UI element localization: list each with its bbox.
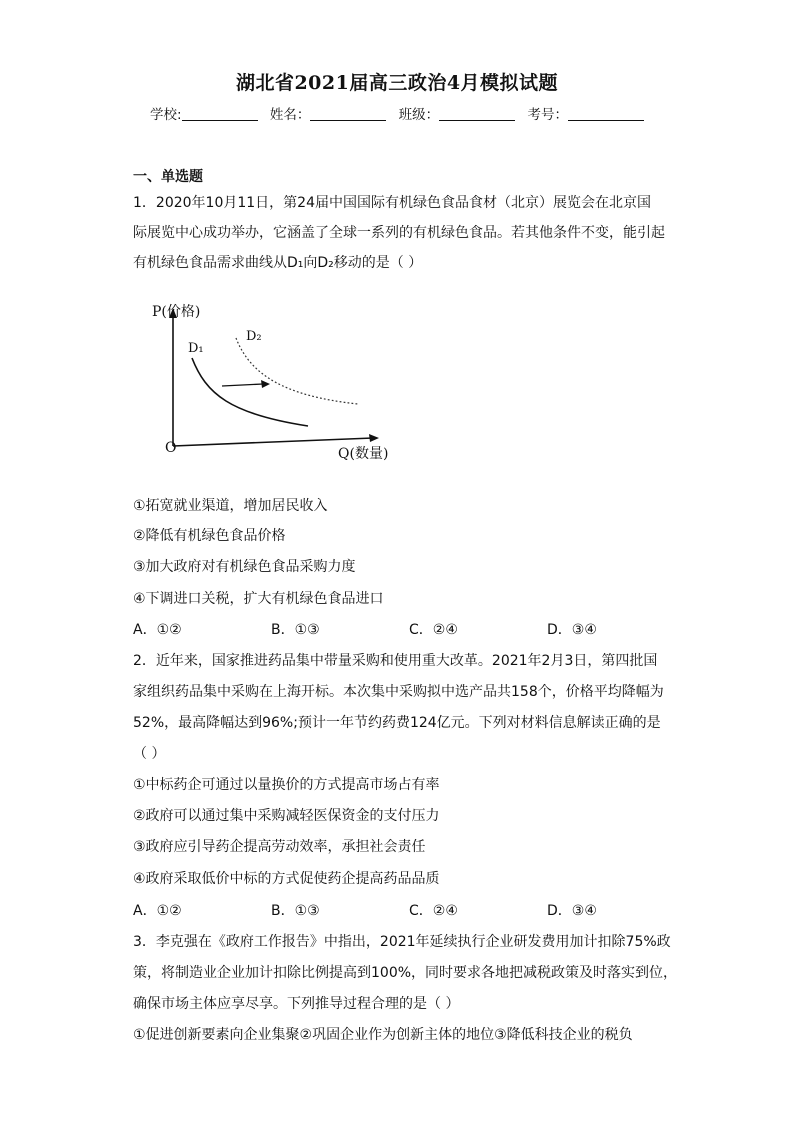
option-d[interactable]: D．③④ (547, 622, 597, 638)
q2-options (133, 900, 685, 920)
option-d[interactable]: D．③④ (547, 903, 597, 919)
q2-line: （ ） (133, 746, 166, 762)
d1-curve (192, 358, 308, 426)
class-blank (439, 107, 515, 121)
y-axis-label: P(价格) (152, 304, 201, 320)
q2-statement: ④政府采取低价中标的方式促使药企提高药品品质 (133, 871, 440, 887)
q3-line: 策，将制造业企业加计扣除比例提高到100%，同时要求各地把减税政策及时落实到位， (133, 965, 678, 981)
option-b[interactable]: B．①③ (271, 622, 320, 638)
name-label: 姓名： (269, 107, 311, 123)
q1-line: 际展览中心成功举办，它涵盖了全球一系列的有机绿色食品。若其他条件不变，能引起 (133, 225, 665, 241)
d2-label: D₂ (246, 329, 262, 344)
school-blank (182, 107, 258, 121)
q3-line: 确保市场主体应享尽享。下列推导过程合理的是（ ） (133, 996, 460, 1012)
origin-label: O (165, 440, 177, 456)
shift-arrow (222, 384, 263, 386)
option-a[interactable]: A．①② (133, 622, 182, 638)
q1-statement: ②降低有机绿色食品价格 (133, 528, 286, 544)
student-info-row (0, 103, 794, 123)
option-b[interactable]: B．①③ (271, 903, 320, 919)
section-title: 一、单选题 (133, 169, 203, 185)
q1-statement: ①拓宽就业渠道，增加居民收入 (133, 498, 328, 514)
name-blank (310, 107, 386, 121)
option-c[interactable]: C．②④ (409, 903, 458, 919)
q1-statement: ④下调进口关税，扩大有机绿色食品进口 (133, 591, 384, 607)
option-c[interactable]: C．②④ (409, 622, 458, 638)
q2-line: 52%，最高降幅达到96%;预计一年节约药费124亿元。下列对材料信息解读正确的是 (133, 715, 661, 731)
q2-statement: ③政府应引导药企提高劳动效率，承担社会责任 (133, 839, 426, 855)
q3-line: 3．李克强在《政府工作报告》中指出，2021年延续执行企业研发费用加计扣除75%政 (133, 934, 671, 950)
q2-statement: ②政府可以通过集中采购减轻医保资金的支付压力 (133, 808, 440, 824)
x-axis-arrow (369, 434, 379, 442)
q3-line: ①促进创新要素向企业集聚②巩固企业作为创新主体的地位③降低科技企业的税负 (133, 1027, 633, 1043)
page-title: 湖北省2021届高三政治4月模拟试题 (235, 72, 559, 94)
x-axis (173, 438, 373, 446)
class-label: 班级： (398, 107, 440, 123)
d1-label: D₁ (188, 341, 204, 356)
option-a[interactable]: A．①② (133, 903, 182, 919)
q2-line: 2．近年来，国家推进药品集中带量采购和使用重大改革。2021年2月3日，第四批国 (133, 653, 658, 669)
q2-line: 家组织药品集中采购在上海开标。本次集中采购拟中选产品共158个，价格平均降幅为 (133, 684, 664, 700)
x-axis-label: Q(数量) (338, 446, 389, 462)
exam-number-blank (568, 107, 644, 121)
exam-number-label: 考号： (527, 107, 568, 123)
q1-statement: ③加大政府对有机绿色食品采购力度 (133, 559, 356, 575)
q1-line: 1．2020年10月11日，第24届中国国际有机绿色食品食材（北京）展览会在北京国 (133, 195, 651, 211)
d2-curve (236, 338, 358, 404)
demand-curve-chart (148, 296, 398, 466)
shift-arrowhead (261, 380, 270, 388)
q2-statement: ①中标药企可通过以量换价的方式提高市场占有率 (133, 777, 440, 793)
school-label: 学校: (150, 107, 182, 123)
q1-options (133, 619, 685, 639)
q1-line: 有机绿色食品需求曲线从D₁向D₂移动的是（ ） (133, 255, 423, 271)
